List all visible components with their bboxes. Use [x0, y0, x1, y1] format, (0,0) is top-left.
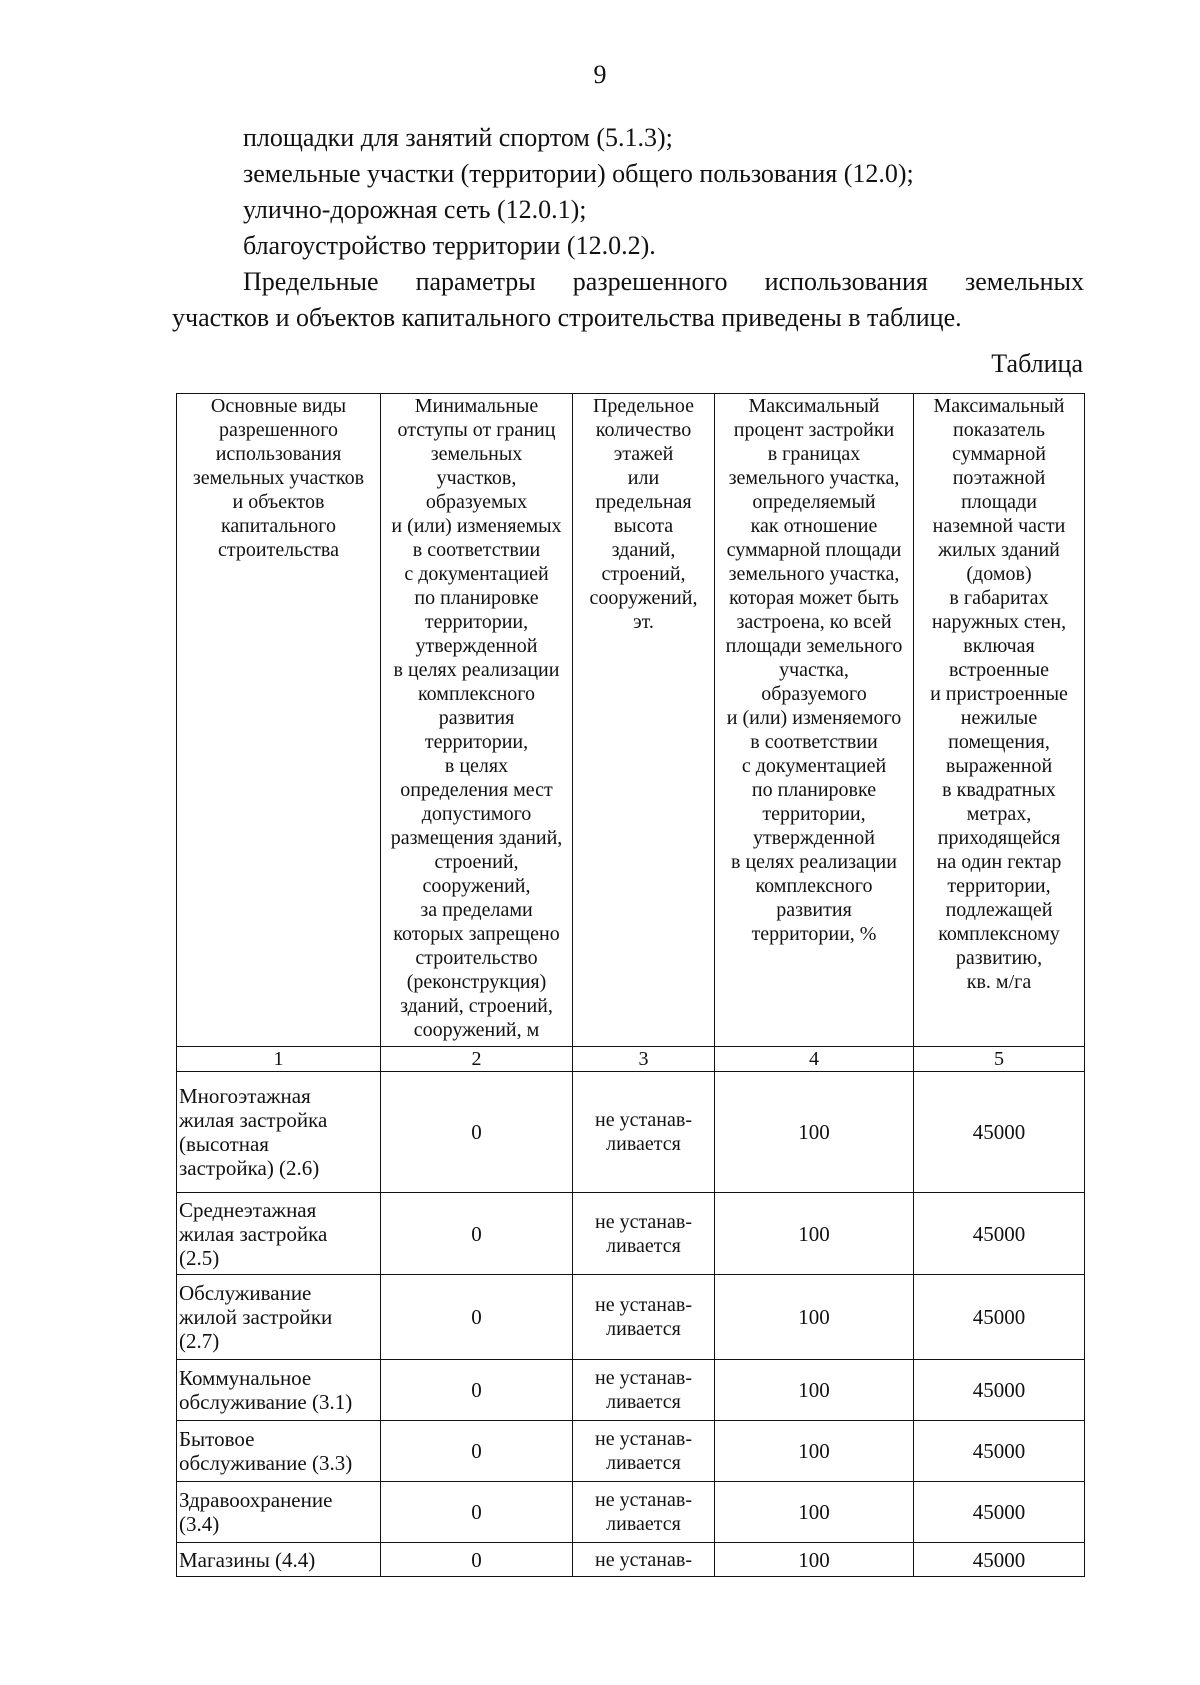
parameters-table — [176, 393, 1085, 1577]
area-value: 45000 — [914, 1482, 1085, 1543]
table-row — [177, 1275, 1085, 1360]
coverage-value: 100 — [715, 1193, 914, 1275]
list-item: благоустройство территории (12.0.2). — [243, 231, 656, 260]
setback-value: 0 — [381, 1421, 573, 1482]
list-item: площадки для занятий спортом (5.1.3); — [243, 123, 673, 152]
table-row — [177, 1072, 1085, 1193]
land-use-name: Магазины (4.4) — [177, 1543, 381, 1577]
land-use-name: Обслуживание жилой застройки (2.7) — [177, 1275, 381, 1360]
floors-value: не устанав- ливается — [573, 1421, 715, 1482]
setback-value: 0 — [381, 1193, 573, 1275]
area-value: 45000 — [914, 1421, 1085, 1482]
table-row — [177, 1543, 1085, 1577]
land-use-name: Среднеэтажная жилая застройка (2.5) — [177, 1193, 381, 1275]
paragraph-line: участков и объектов капитального строительства приведены в таблице. — [172, 303, 962, 332]
land-use-name: Многоэтажная жилая застройка (высотная застройка) (2.6) — [177, 1072, 381, 1193]
floors-value: не устанав- ливается — [573, 1482, 715, 1543]
floors-value: не устанав- — [573, 1543, 715, 1577]
area-value: 45000 — [914, 1072, 1085, 1193]
column-number: 1 — [177, 1047, 381, 1072]
table-row — [177, 1421, 1085, 1482]
setback-value: 0 — [381, 1360, 573, 1421]
floors-value: не устанав- ливается — [573, 1360, 715, 1421]
table-caption: Таблица — [991, 349, 1083, 378]
list-item: улично-дорожная сеть (12.0.1); — [243, 195, 587, 224]
column-header: Предельное количество этажей или предельная высота зданий, строений, сооружений, эт. — [573, 394, 715, 1047]
table-row — [177, 1360, 1085, 1421]
column-header: Минимальные отступы от границ земельных участков, образуемых и (или) изменяемых в соответствии с документацией по планировке территории, утвержденной в целях реализации комплексного развития территории, в целях определения мест допустимого размещения зданий, строений, сооружений, за пределами которых запрещено строительство (реконструкция) зданий, строений, сооружений, м — [381, 394, 573, 1047]
coverage-value: 100 — [715, 1543, 914, 1577]
body-paragraph — [172, 264, 1084, 336]
header-row — [177, 394, 1085, 1047]
area-value: 45000 — [914, 1543, 1085, 1577]
coverage-value: 100 — [715, 1360, 914, 1421]
floors-value: не устанав- ливается — [573, 1193, 715, 1275]
coverage-value: 100 — [715, 1275, 914, 1360]
list-item: земельные участки (территории) общего пользования (12.0); — [243, 159, 914, 188]
land-use-name: Бытовое обслуживание (3.3) — [177, 1421, 381, 1482]
land-use-name: Здравоохранение (3.4) — [177, 1482, 381, 1543]
floors-value: не устанав- ливается — [573, 1072, 715, 1193]
coverage-value: 100 — [715, 1421, 914, 1482]
column-header: Максимальный процент застройки в границах земельного участка, определяемый как отношение суммарной площади земельного участка, которая может быть застроена, ко всей площади земельного участка, образуемого и (или) изменяемого в соответствии с документацией по планировке территории, утвержденной в целях реализации комплексного развития территории, % — [715, 394, 914, 1047]
land-use-name: Коммунальное обслуживание (3.1) — [177, 1360, 381, 1421]
area-value: 45000 — [914, 1193, 1085, 1275]
setback-value: 0 — [381, 1482, 573, 1543]
column-number: 3 — [573, 1047, 715, 1072]
paragraph-line: Предельные параметры разрешенного использования земельных — [243, 267, 1084, 296]
area-value: 45000 — [914, 1275, 1085, 1360]
setback-value: 0 — [381, 1275, 573, 1360]
column-number: 5 — [914, 1047, 1085, 1072]
area-value: 45000 — [914, 1360, 1085, 1421]
column-number: 2 — [381, 1047, 573, 1072]
coverage-value: 100 — [715, 1482, 914, 1543]
column-number: 4 — [715, 1047, 914, 1072]
table-row — [177, 1482, 1085, 1543]
page-number: 9 — [593, 60, 607, 89]
setback-value: 0 — [381, 1543, 573, 1577]
column-header: Максимальный показатель суммарной поэтажной площади наземной части жилых зданий (домов) в габаритах наружных стен, включая встроенные и пристроенные нежилые помещения, выраженной в квадратных метрах, приходящейся на один гектар территории, подлежащей комплексному развитию, кв. м/га — [914, 394, 1085, 1047]
table-row — [177, 1193, 1085, 1275]
setback-value: 0 — [381, 1072, 573, 1193]
column-number-row — [177, 1047, 1085, 1072]
coverage-value: 100 — [715, 1072, 914, 1193]
column-header: Основные виды разрешенного использования земельных участков и объектов капитального строительства — [177, 394, 381, 1047]
floors-value: не устанав- ливается — [573, 1275, 715, 1360]
